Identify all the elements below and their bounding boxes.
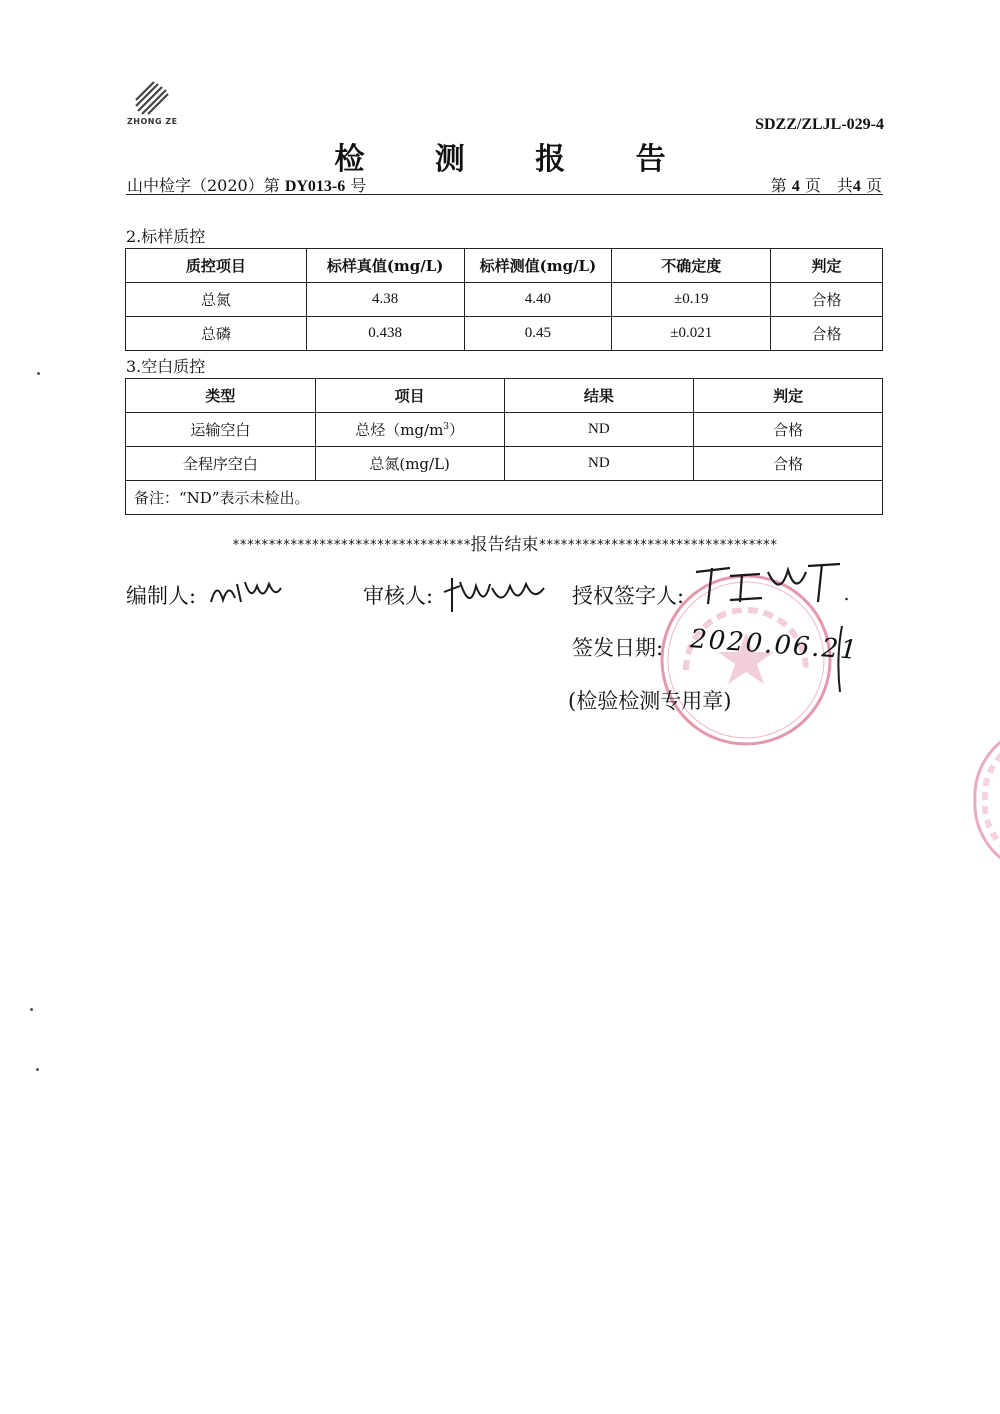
compiler-signature-icon [207,572,287,612]
page-title: 检 测 报 告 [334,142,696,177]
logo-text: ZHONG ZE [127,117,178,126]
header-cell: 结果 [504,379,694,413]
scan-speck [37,372,40,375]
authorized-signatory-label: 授权签字人: [572,584,685,608]
table-cell: 全程序空白 [126,447,316,481]
issue-date-handwritten: 2020.06.21 [689,624,860,666]
compiler-label: 编制人: [126,584,197,608]
table-cell: 合格 [694,413,883,447]
table-cell: ±0.021 [612,317,771,351]
table-cell: 4.40 [464,283,612,317]
section-title-blank-qc: 3.空白质控 [126,357,206,376]
stamp-note: (检验检测专用章) [568,689,732,713]
table-cell: 合格 [694,447,883,481]
header-cell: 判定 [694,379,883,413]
header-cell: 项目 [315,379,504,413]
header-cell: 类型 [126,379,316,413]
scan-speck [36,1068,39,1071]
document-code: SDZZ/ZLJL-029-4 [755,116,884,133]
table-header-row [126,249,883,283]
table-cell: 运输空白 [126,413,316,447]
partial-seal-edge [955,730,1000,870]
blank-qc-table [125,378,883,515]
scan-speck [30,1008,33,1011]
issue-date-label: 签发日期: [572,636,664,660]
header-cell: 标样真值(mg/L) [306,249,464,283]
table-cell: 合格 [771,317,883,351]
handwritten-stroke-icon [830,622,850,697]
authorized-signature-icon [690,558,850,608]
page-info: 第 4 页 共4 页 [770,176,882,195]
table-row [126,283,883,317]
header-cell: 判定 [771,249,883,283]
table-cell: 总氮 [126,283,307,317]
standard-qc-table [125,248,883,351]
table-cell: 4.38 [306,283,464,317]
header-divider [126,194,883,195]
report-number: 山中检字（2020）第 DY013-6 号 [127,176,367,195]
header-cell: 标样测值(mg/L) [464,249,612,283]
table-cell: ND [504,413,694,447]
table-cell: 0.438 [306,317,464,351]
section-title-standard-qc: 2.标样质控 [126,227,206,246]
reviewer-label: 审核人: [363,584,434,608]
table-cell: 合格 [771,283,883,317]
table-cell: ND [504,447,694,481]
table-row [126,413,883,447]
header-cell: 不确定度 [612,249,771,283]
table-header-row [126,379,883,413]
table-cell: 总烃$(mg/m^3)$ [315,413,504,447]
table-note-row [126,481,883,515]
report-end-marker: *********************************报告结束********************************* [232,535,777,555]
table-row [126,447,883,481]
table-cell: 0.45 [464,317,612,351]
table-row [126,317,883,351]
table-cell: 总氮(mg/L) [315,447,504,481]
table-cell: 总磷 [126,317,307,351]
table-note: 备注：“ND”表示未检出。 [126,481,883,515]
reviewer-signature-icon [440,572,550,617]
table-cell: ±0.19 [612,283,771,317]
header-cell: 质控项目 [126,249,307,283]
